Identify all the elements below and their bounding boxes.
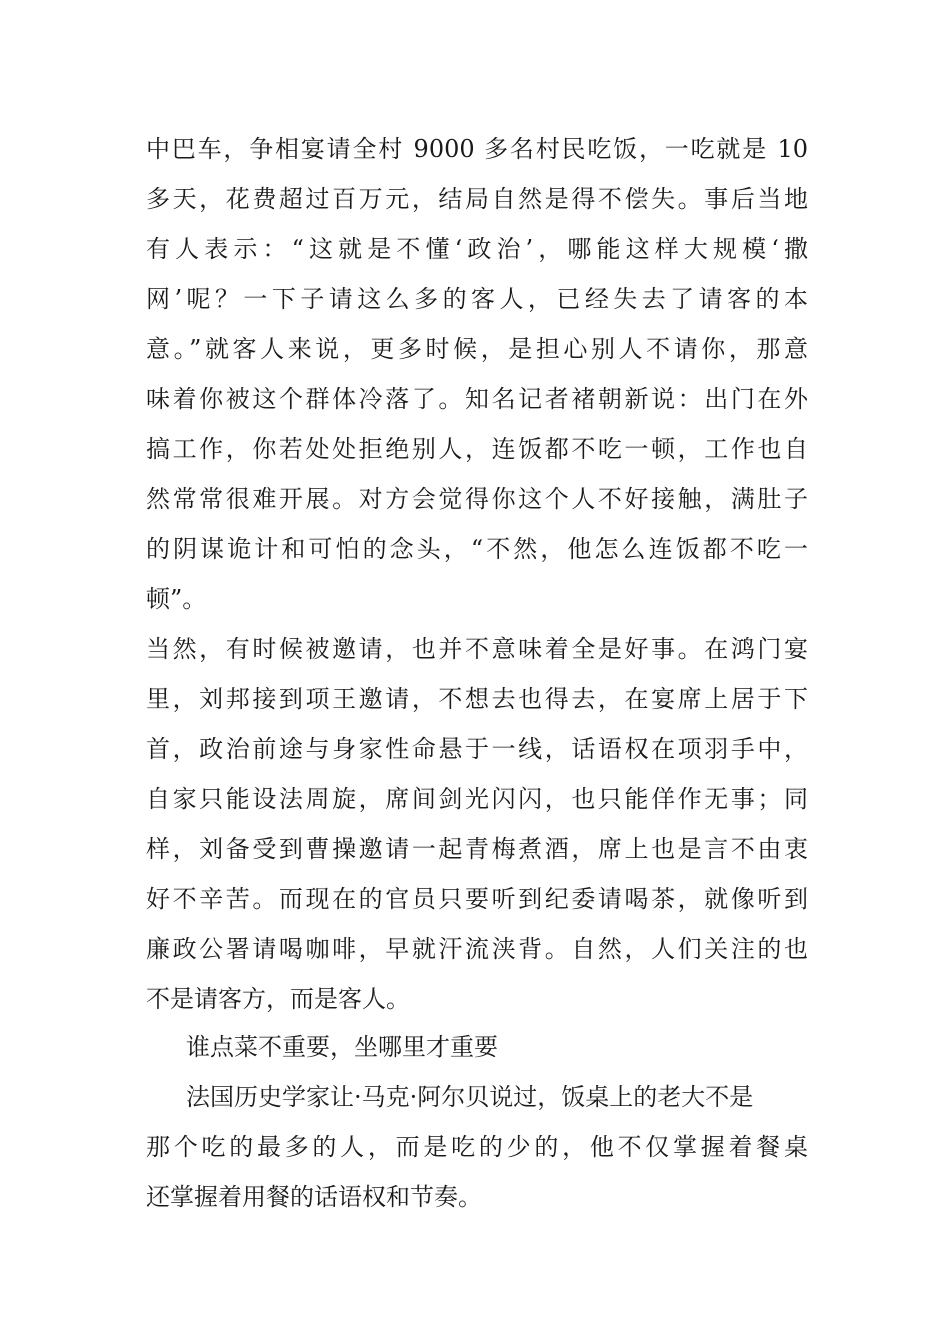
section-heading: 谁点菜不重要，坐哪里才重要 [186, 1033, 498, 1061]
paragraph-line: 意。”就客人来说，更多时候，是担心别人不请你，那意 [146, 335, 808, 363]
paragraph-line: 有人表示：“这就是不懂‘政治’，哪能这样大规模‘撒 [146, 235, 808, 263]
paragraph-line: 网’呢？一下子请这么多的客人，已经失去了请客的本 [146, 285, 808, 313]
paragraph-line: 法国历史学家让·马克·阿尔贝说过，饭桌上的老大不是 [186, 1083, 754, 1111]
paragraph-line: 不是请客方，而是客人。 [146, 985, 410, 1013]
paragraph-line: 首，政治前途与身家性命悬于一线，话语权在项羽手中， [146, 735, 808, 763]
paragraph-line: 那个吃的最多的人，而是吃的少的，他不仅掌握着餐桌 [146, 1133, 808, 1161]
paragraph-line: 自家只能设法周旋，席间剑光闪闪，也只能佯作无事；同 [146, 785, 808, 813]
paragraph-line: 顿”。 [146, 585, 207, 613]
paragraph-line: 的阴谋诡计和可怕的念头，“不然，他怎么连饭都不吃一 [146, 535, 808, 563]
paragraph-line: 搞工作，你若处处拒绝别人，连饭都不吃一顿，工作也自 [146, 435, 808, 463]
paragraph-line: 中巴车，争相宴请全村 9000 多名村民吃饭，一吃就是 10 [146, 135, 808, 163]
paragraph-line: 好不辛苦。而现在的官员只要听到纪委请喝茶，就像听到 [146, 885, 808, 913]
paragraph-line: 然常常很难开展。对方会觉得你这个人不好接触，满肚子 [146, 485, 808, 513]
paragraph-line: 还掌握着用餐的话语权和节奏。 [146, 1183, 482, 1211]
paragraph-line: 廉政公署请喝咖啡，早就汗流浃背。自然，人们关注的也 [146, 935, 808, 963]
paragraph-line: 样，刘备受到曹操邀请一起青梅煮酒，席上也是言不由衷 [146, 835, 808, 863]
paragraph-line: 当然，有时候被邀请，也并不意味着全是好事。在鸿门宴 [146, 635, 808, 663]
paragraph-line: 里，刘邦接到项王邀请，不想去也得去，在宴席上居于下 [146, 685, 808, 713]
paragraph-line: 多天，花费超过百万元，结局自然是得不偿失。事后当地 [146, 185, 808, 213]
paragraph-line: 味着你被这个群体冷落了。知名记者褚朝新说：出门在外 [146, 385, 808, 413]
